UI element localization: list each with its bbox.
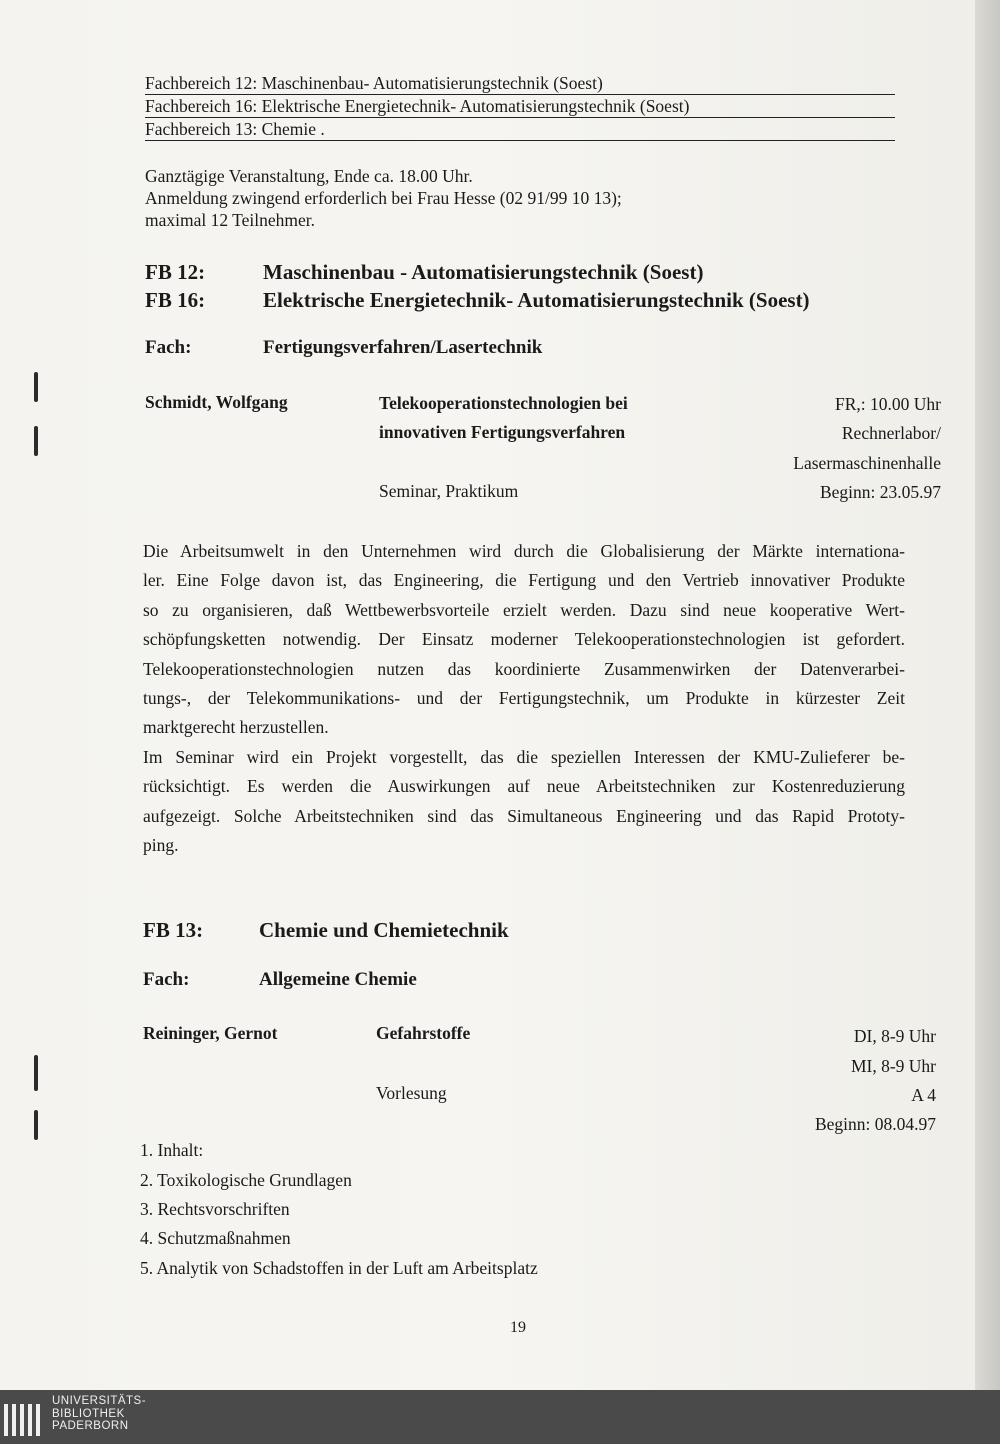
page-number: 19 xyxy=(510,1319,526,1336)
course-description xyxy=(143,537,905,860)
course-room: A 4 xyxy=(911,1085,936,1105)
fb12-name: Maschinenbau - Automatisierungstechnik (Soest) xyxy=(263,260,704,284)
course-time: MI, 8-9 Uhr xyxy=(850,1056,936,1076)
fach-label: Fach: xyxy=(145,337,192,358)
description-line: ping. xyxy=(143,834,179,855)
note-line: Ganztägige Veranstaltung, Ende ca. 18.00 Uhr. xyxy=(145,166,473,186)
course-start-date: Beginn: 23.05.97 xyxy=(819,482,941,502)
course-time: DI, 8-9 Uhr xyxy=(853,1026,936,1046)
course-time: FR,: 10.00 Uhr xyxy=(835,394,941,414)
header-line-fb12: Fachbereich 12: Maschinenbau- Automatisierungstechnik (Soest) xyxy=(145,72,895,95)
list-item: 2. Toxikologische Grundlagen xyxy=(140,1170,352,1190)
list-item: 1. Inhalt: xyxy=(140,1140,204,1160)
binding-mark xyxy=(34,426,38,456)
description-line: marktgerecht herzustellen. xyxy=(143,717,329,738)
library-logo-text xyxy=(52,1395,146,1433)
course-room: Lasermaschinenhalle xyxy=(793,453,941,473)
header-line-fb16: Fachbereich 16: Elektrische Energietechnik- Automatisierungstechnik (Soest) xyxy=(145,95,895,118)
description-line: Telekooperationstechnologien nutzen das koordinierte Zusammenwirken der Datenverarbei- xyxy=(143,658,905,679)
list-item: 4. Schutzmaßnahmen xyxy=(140,1228,291,1248)
binding-mark xyxy=(34,372,38,402)
fb12-code: FB 12: xyxy=(145,260,206,284)
description-line: schöpfungsketten notwendig. Der Einsatz moderner Telekooperationstechnologien ist gefordert. xyxy=(143,629,905,650)
course-type: Vorlesung xyxy=(376,1083,447,1103)
list-item: 3. Rechtsvorschriften xyxy=(140,1199,290,1219)
fb16-code: FB 16: xyxy=(145,288,206,312)
course-room: Rechnerlabor/ xyxy=(841,423,941,443)
fach-label: Fach: xyxy=(143,969,190,990)
lecturer-name: Reininger, Gernot xyxy=(143,1023,278,1043)
page-edge xyxy=(975,0,1000,1390)
course-title-line2: innovativen Fertigungsverfahren xyxy=(379,422,626,442)
logo-line: PADERBORN xyxy=(52,1420,129,1432)
binding-mark xyxy=(34,1055,38,1091)
logo-line: UNIVERSITÄTS- xyxy=(52,1395,147,1407)
header-line-fb13: Fachbereich 13: Chemie . xyxy=(145,118,895,141)
description-line: so zu organisieren, daß Wettbewerbsvorteile erzielt werden. Dazu sind neue kooperative Wert- xyxy=(143,599,905,620)
logo-line: BIBLIOTHEK xyxy=(52,1407,125,1420)
description-line: Die Arbeitsumwelt in den Unternehmen wird durch die Globalisierung der Märkte internationa- xyxy=(143,541,905,561)
list-item: 5. Analytik von Schadstoffen in der Luft am Arbeitsplatz xyxy=(140,1258,538,1278)
library-logo xyxy=(0,1392,180,1442)
description-line: aufgezeigt. Solche Arbeitstechniken sind das Simultaneous Engineering und das Rapid Prototy- xyxy=(143,805,905,826)
course-title: Gefahrstoffe xyxy=(376,1023,471,1043)
fb16-name: Elektrische Energietechnik- Automatisierungstechnik (Soest) xyxy=(263,288,810,312)
note-line: maximal 12 Teilnehmer. xyxy=(145,210,316,230)
fb13-name: Chemie und Chemietechnik xyxy=(259,918,509,942)
note-line: Anmeldung zwingend erforderlich bei Frau Hesse (02 91/99 10 13); xyxy=(145,188,622,208)
description-line: ler. Eine Folge davon ist, das Engineering, die Fertigung und den Vertrieb innovativer Produkte xyxy=(143,570,905,591)
fach-name: Allgemeine Chemie xyxy=(259,969,417,990)
description-line: Im Seminar wird ein Projekt vorgestellt, das die speziellen Interessen der KMU-Zulieferer be- xyxy=(143,746,905,767)
course-type: Seminar, Praktikum xyxy=(379,481,519,501)
library-logo-icon xyxy=(4,1404,44,1441)
description-line: rücksichtigt. Es werden die Auswirkungen auf neue Arbeitstechniken zur Kostenreduzierung xyxy=(143,776,905,797)
lecturer-name: Schmidt, Wolfgang xyxy=(145,392,288,412)
course-start-date: Beginn: 08.04.97 xyxy=(814,1114,936,1134)
binding-mark xyxy=(34,1110,38,1140)
course-title-line1: Telekooperationstechnologien bei xyxy=(379,393,628,413)
fach-name: Fertigungsverfahren/Lasertechnik xyxy=(263,337,543,358)
fb13-code: FB 13: xyxy=(143,918,204,942)
description-line: tungs-, der Telekommunikations- und der Fertigungstechnik, um Produkte in kürzester Zeit xyxy=(143,687,905,708)
